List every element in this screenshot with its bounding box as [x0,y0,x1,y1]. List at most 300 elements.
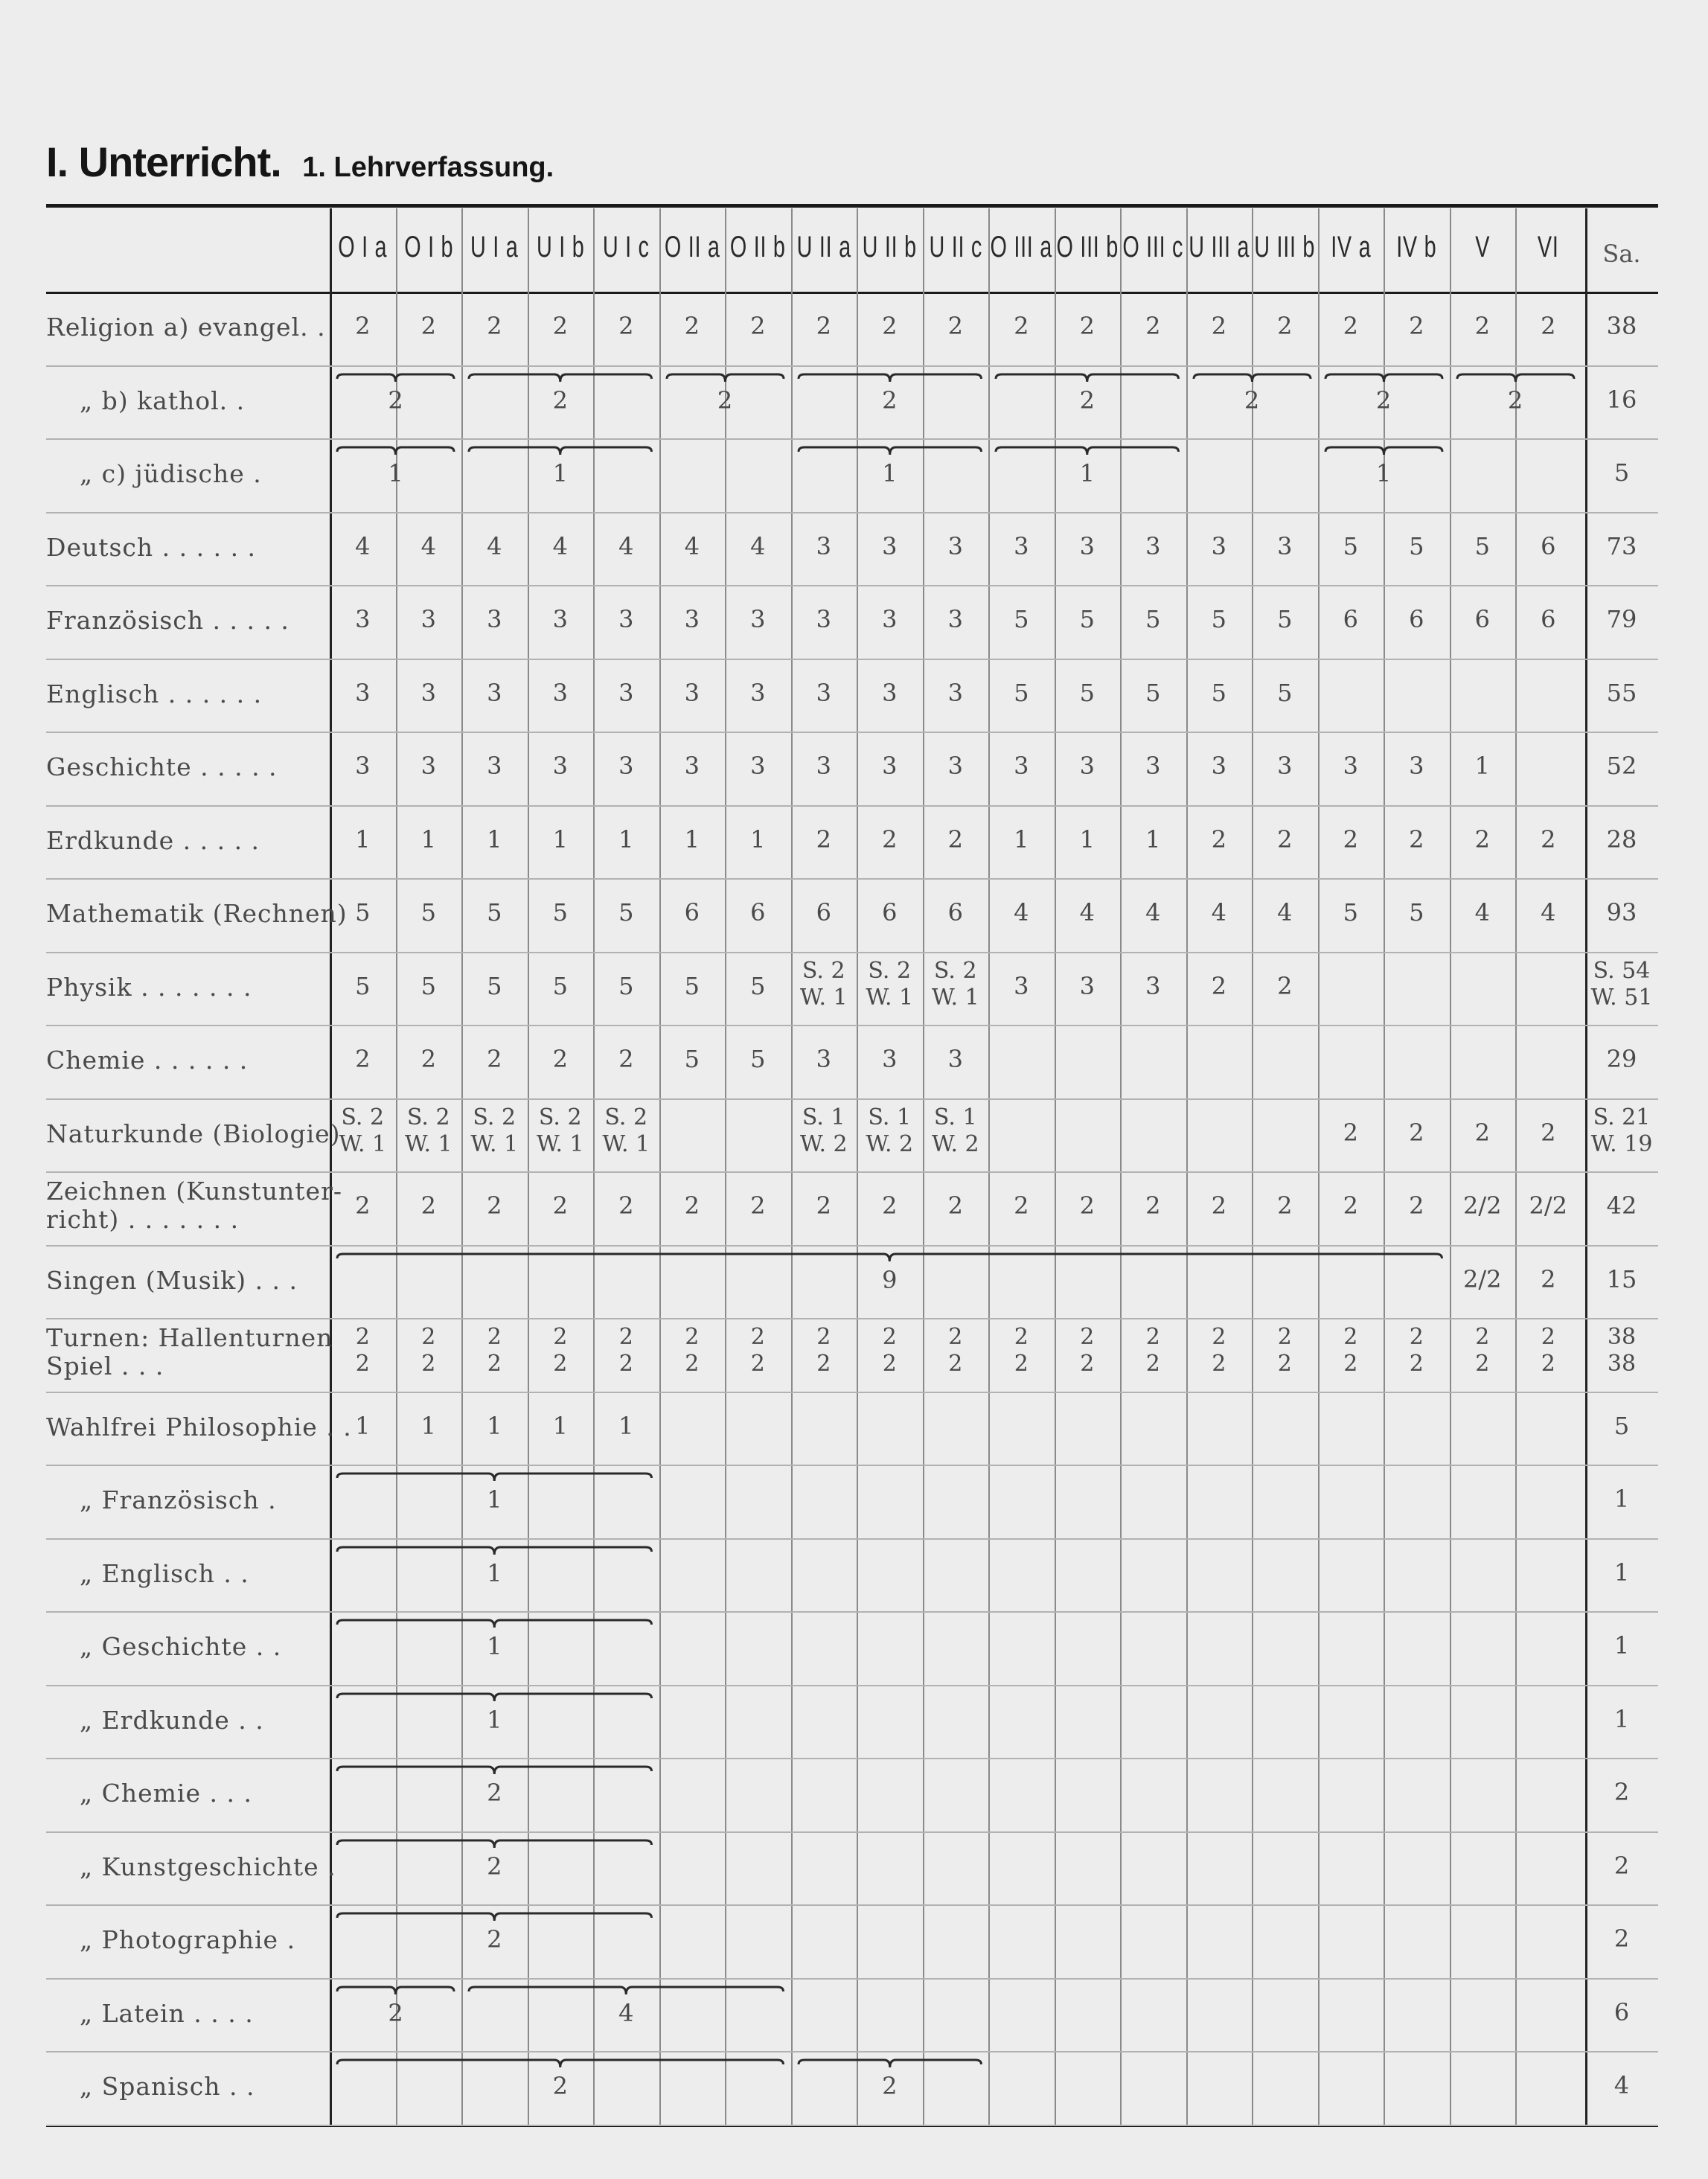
table-cell: 5 [1211,605,1226,633]
row-sum: 2 [1613,1924,1630,1953]
row-label: „ Geschichte . . [80,1632,282,1661]
table-cell: 3 [1079,971,1095,1000]
table-cell: 2 [420,1045,436,1073]
table-cell: 3 [750,605,766,633]
table-cell: 2 [882,1191,898,1220]
table-cell: 2 [552,312,568,340]
table-cell: 2 2 [948,1324,963,1377]
table-cell: 4 [552,531,568,560]
row-sum: 1 [1613,1485,1630,1513]
row-divider [46,1831,1658,1833]
row-label: Singen (Musik) . . . [46,1265,298,1295]
table-cell: 2 [1211,312,1226,340]
column-header: O III a [990,231,1052,263]
table-cell: 2 [816,825,831,854]
row-label: Erdkunde . . . . . [46,825,260,855]
column-divider [923,208,924,2125]
row-sum: 73 [1606,531,1637,560]
table-cell: 2 [1343,1118,1358,1147]
table-cell: 3 [420,752,436,780]
table-cell: 1 [487,825,502,854]
table-cell: 6 [1541,605,1556,633]
table-cell: 2 [487,1191,502,1220]
table-cell: 3 [947,605,963,633]
group-value: 4 [618,1998,634,2027]
table-cell: 2 2 [421,1324,436,1377]
table-cell: 5 [1079,605,1095,633]
table-cell: 2 [882,825,898,854]
table-cell: S. 2 W. 1 [339,1104,387,1157]
row-sum: S. 21 W. 19 [1590,1104,1653,1157]
table-cell: 2 [1343,825,1358,854]
row-sum: 6 [1613,1997,1630,2026]
table-cell: 2 [1409,312,1424,340]
column-divider [1252,208,1253,2125]
table-cell: 5 [420,898,436,927]
table-cell: S. 2 W. 1 [536,1104,584,1157]
table-cell: 5 [1343,531,1358,560]
row-divider [46,805,1658,807]
group-value: 2 [1375,385,1392,415]
table-cell: 1 [1079,825,1095,854]
table-cell: 1 [355,825,371,854]
table-cell: 4 [420,531,436,560]
table-cell: 2 [1409,1118,1424,1147]
group-value: 1 [552,459,568,487]
table-cell: 3 [1277,531,1293,560]
group-value: 2 [882,385,898,415]
row-label: „ b) kathol. . [80,385,246,415]
row-divider [46,1392,1658,1393]
group-value: 1 [487,1705,502,1734]
table-cell: 2 [1541,1264,1556,1293]
row-divider [46,1465,1658,1466]
table-cell: 6 [750,898,766,927]
table-cell: 3 [816,605,831,633]
table-cell: 4 [1014,898,1029,927]
row-divider [46,878,1658,880]
row-label: Chemie . . . . . . [46,1046,249,1075]
table-cell: 1 [355,1411,371,1440]
table-cell: 3 [487,605,502,633]
table-cell: 3 [947,678,963,707]
table-cell: 2 2 [882,1324,897,1377]
table-cell: 2 [618,1191,634,1220]
table-cell: 3 [1343,752,1358,780]
table-cell: S. 1 W. 2 [931,1104,979,1157]
column-header: U II a [796,231,851,263]
table-cell: 2 2 [618,1324,633,1377]
row-label: „ Französisch . [80,1485,277,1514]
table-cell: 2 [487,312,502,340]
row-sum: 2 [1613,1778,1630,1806]
table-cell: 4 [1079,898,1095,927]
row-divider [46,585,1658,586]
table-cell: 3 [355,678,371,707]
row-label: Physik . . . . . . . [46,972,252,1002]
row-sum: 28 [1606,825,1637,854]
table-cell: 3 [1145,752,1161,780]
table-cell: 3 [1277,752,1293,780]
table-cell: 2 [487,1045,502,1073]
table-cell: 4 [1474,898,1490,927]
table-cell: 5 [1277,605,1293,633]
group-value: 2 [1244,385,1260,415]
row-label: „ Chemie . . . [80,1779,252,1808]
sum-column-header: Sa. [1602,240,1641,268]
table-cell: 4 [1145,898,1161,927]
table-cell: 1 [618,825,634,854]
row-divider [46,2051,1658,2052]
column-divider [791,208,793,2125]
section-subtitle: 1. Lehrverfassung. [302,152,554,183]
row-divider [46,512,1658,513]
table-cell: 2 [1409,1191,1424,1220]
row-label: Deutsch . . . . . . [46,532,257,562]
row-divider [46,1245,1658,1247]
table-cell: 2 [947,1191,963,1220]
table-cell: 2 [1474,1118,1490,1147]
column-header: O III c [1122,231,1184,263]
group-value: 2 [552,2072,568,2100]
row-label: Wahlfrei Philosophie . . [46,1412,352,1442]
group-value: 1 [1079,459,1095,487]
table-cell: 2 2 [1475,1324,1490,1377]
group-value: 2 [1507,385,1523,415]
row-sum: 38 [1606,312,1637,340]
table-cell: 2 [1474,312,1490,340]
table-cell: 3 [618,752,634,780]
row-divider [46,1171,1658,1173]
table-cell: 5 [1145,678,1161,707]
table-cell: 1 [618,1411,634,1440]
table-cell: 5 [487,971,502,1000]
table-cell: 2 2 [1541,1324,1555,1377]
row-sum: 1 [1613,1558,1630,1587]
row-sum: 1 [1613,1704,1630,1733]
column-header: VI [1537,231,1559,263]
table-cell: 2 2 [1409,1324,1424,1377]
table-cell: 2 [1277,312,1293,340]
table-cell: 4 [355,531,371,560]
table-cell: 3 [618,678,634,707]
table-cell: 5 [355,971,371,1000]
row-divider [46,1098,1658,1100]
row-sum: 5 [1613,458,1630,487]
table-cell: 4 [1277,898,1293,927]
table-cell: 3 [882,1045,898,1073]
table-cell: 3 [420,678,436,707]
row-label: Mathematik (Rechnen) [46,899,348,928]
table-cell: 4 [618,531,634,560]
table-cell: S. 2 W. 1 [602,1104,650,1157]
column-divider [1585,208,1587,2125]
table-cell: 4 [684,531,700,560]
table-cell: 3 [487,678,502,707]
table-cell: 3 [1211,752,1226,780]
row-sum: 5 [1613,1411,1630,1440]
table-cell: S. 1 W. 2 [799,1104,848,1157]
table-cell: 3 [552,605,568,633]
table-cell: 1 [750,825,766,854]
table-cell: 5 [1277,678,1293,707]
table-cell: 2 [1474,825,1490,854]
table-cell: 6 [1409,605,1424,633]
table-cell: 1 [552,1411,568,1440]
row-sum: 42 [1606,1191,1637,1220]
table-cell: 2/2 [1529,1191,1567,1220]
group-value: 1 [487,1632,502,1660]
table-cell: 5 [618,898,634,927]
table-cell: 3 [1145,531,1161,560]
table-cell: 2 2 [487,1324,502,1377]
row-label: Französisch . . . . . [46,606,290,635]
table-cell: 2 [1277,825,1293,854]
table-cell: 2 [355,1045,371,1073]
table-cell: 4 [1541,898,1556,927]
table-cell: 2 [1014,312,1029,340]
row-label: Zeichnen (Kunstunter- richt) . . . . . . . [46,1177,343,1234]
table-cell: 3 [882,678,898,707]
group-value: 2 [1079,385,1095,415]
row-sum: 2 [1613,1851,1630,1880]
table-cell: 2 2 [1145,1324,1160,1377]
column-divider [857,208,858,2125]
row-divider [46,1538,1658,1540]
group-value: 9 [882,1265,898,1294]
table-cell: 2 [750,1191,766,1220]
table-cell: 2 [1145,312,1161,340]
table-cell: 3 [355,752,371,780]
table-cell: 3 [552,678,568,707]
group-value: 1 [1375,459,1392,487]
table-cell: 3 [355,605,371,633]
table-cell: 2 [1211,1191,1226,1220]
table-cell: 2 [1079,1191,1095,1220]
table-cell: 2 2 [1080,1324,1095,1377]
table-cell: 2/2 [1463,1191,1502,1220]
column-header: O II a [664,231,720,263]
table-cell: 2 [816,312,831,340]
group-value: 1 [882,459,898,487]
table-cell: 5 [1409,531,1424,560]
table-cell: 1 [1145,825,1161,854]
column-divider [1120,208,1122,2125]
table-cell: 3 [552,752,568,780]
group-value: 1 [487,1485,502,1514]
row-sum: 16 [1606,385,1637,414]
table-cell: 3 [420,605,436,633]
row-sum: 29 [1606,1045,1637,1073]
row-label: Naturkunde (Biologie) [46,1119,341,1148]
table-cell: 2 [618,312,634,340]
table-cell: 6 [816,898,831,927]
table-cell: 3 [816,1045,831,1073]
table-cell: 3 [947,1045,963,1073]
group-value: 2 [487,1852,502,1881]
table-cell: S. 2 W. 1 [931,957,979,1011]
table-cell: 3 [684,678,700,707]
table-cell: 5 [1409,898,1424,927]
row-divider [46,1685,1658,1686]
column-divider [988,208,990,2125]
table-cell: 3 [1079,531,1095,560]
table-cell: 6 [882,898,898,927]
column-header: V [1474,231,1490,263]
row-sum: 4 [1613,2071,1630,2099]
table-cell: 5 [552,898,568,927]
row-label: „ Spanisch . . [80,2072,255,2101]
table-cell: 1 [1474,752,1490,780]
table-cell: 3 [816,678,831,707]
column-divider [725,208,726,2125]
column-divider [1055,208,1056,2125]
table-cell: 2 [947,825,963,854]
row-divider [46,2125,1658,2126]
group-value: 2 [552,385,568,415]
table-cell: 2 [420,312,436,340]
row-divider [46,952,1658,953]
table-cell: 2 2 [355,1324,370,1377]
table-cell: 3 [618,605,634,633]
table-cell: 5 [420,971,436,1000]
column-divider [1186,208,1188,2125]
page-heading [46,138,554,186]
row-sum: 93 [1606,898,1637,927]
column-header: IV b [1396,231,1437,263]
table-cell: 5 [1014,678,1029,707]
table-cell: 6 [1474,605,1490,633]
table-cell: 2 2 [750,1324,765,1377]
row-divider [46,1318,1658,1319]
table-cell: 2 2 [1014,1324,1029,1377]
column-divider [1318,208,1320,2125]
table-cell: S. 1 W. 2 [866,1104,914,1157]
row-label: Religion a) evangel. . [46,313,326,342]
row-divider [46,1611,1658,1613]
column-header: U I a [470,231,519,263]
table-cell: 3 [1014,752,1029,780]
column-header: U II c [928,231,982,263]
row-sum: S. 54 W. 51 [1590,957,1653,1011]
column-header: U I c [602,231,650,263]
table-cell: 3 [882,752,898,780]
table-cell: 2 [1014,1191,1029,1220]
table-cell: 2 [1277,971,1293,1000]
table-cell: 5 [750,1045,766,1073]
table-cell: 2 [1541,1118,1556,1147]
column-header: U III b [1254,231,1316,263]
table-cell: 6 [1541,531,1556,560]
table-cell: 4 [487,531,502,560]
row-label: „ c) jüdische . [80,459,262,488]
table-cell: 2 2 [1212,1324,1226,1377]
column-header: O I a [338,231,388,263]
row-sum: 52 [1606,752,1637,780]
table-cell: 3 [750,678,766,707]
table-cell: 4 [750,531,766,560]
table-cell: 6 [947,898,963,927]
table-cell: 3 [1014,971,1029,1000]
table-cell: S. 2 W. 1 [404,1104,452,1157]
group-value: 2 [487,1925,502,1954]
group-value: 1 [487,1558,502,1587]
table-cell: 3 [1145,971,1161,1000]
table-cell: 1 [552,825,568,854]
row-label: „ Kunstgeschichte . [80,1852,336,1881]
row-label: Geschichte . . . . . [46,752,278,781]
table-cell: 1 [487,1411,502,1440]
table-cell: 2 [1211,825,1226,854]
table-cell: 5 [684,971,700,1000]
table-cell: S. 2 W. 1 [799,957,848,1011]
group-value: 2 [388,385,403,415]
row-sum: 38 38 [1607,1324,1637,1377]
row-sum: 79 [1606,605,1637,633]
table-cell: S. 2 W. 1 [470,1104,519,1157]
row-label: „ Erdkunde . . [80,1705,264,1735]
table-cell: 2 [355,1191,371,1220]
table-cell: 3 [947,531,963,560]
table-cell: 5 [1474,531,1490,560]
table-cell: 5 [552,971,568,1000]
table-cell: 2 [684,312,700,340]
table-cell: 5 [684,1045,700,1073]
table-cell: 2 [552,1191,568,1220]
table-cell: 2 [355,312,371,340]
table-cell: S. 2 W. 1 [866,957,914,1011]
column-divider [1384,208,1385,2125]
table-cell: 3 [947,752,963,780]
row-divider [46,438,1658,440]
table-cell: 4 [1211,898,1226,927]
column-divider [1515,208,1517,2125]
row-sum: 15 [1606,1264,1637,1293]
group-value: 2 [882,2072,898,2100]
table-cell: 5 [487,898,502,927]
row-divider [46,365,1658,367]
row-divider [46,1978,1658,1980]
table-cell: 2 2 [553,1324,568,1377]
column-header: IV a [1330,231,1371,263]
table-cell: 1 [1014,825,1029,854]
table-cell: 2 [947,312,963,340]
group-value: 2 [717,385,733,415]
column-header: O III b [1056,231,1119,263]
table-cell: 5 [1079,678,1095,707]
table-cell: 2 [816,1191,831,1220]
top-rule [46,204,1658,208]
table-cell: 1 [420,1411,436,1440]
column-divider [1450,208,1451,2125]
table-cell: 2 [1343,312,1358,340]
table-cell: 2 2 [685,1324,700,1377]
table-cell: 2 [1541,825,1556,854]
table-cell: 3 [882,531,898,560]
table-cell: 5 [355,898,371,927]
table-cell: 3 [750,752,766,780]
table-cell: 2 [552,1045,568,1073]
table-cell: 5 [750,971,766,1000]
table-cell: 3 [816,531,831,560]
row-sum: 55 [1606,678,1637,707]
row-divider [46,1758,1658,1759]
table-cell: 3 [487,752,502,780]
row-label: „ Latein . . . . [80,1998,254,2028]
row-divider [46,1904,1658,1906]
row-sum: 1 [1613,1631,1630,1660]
row-label: „ Englisch . . [80,1558,249,1588]
